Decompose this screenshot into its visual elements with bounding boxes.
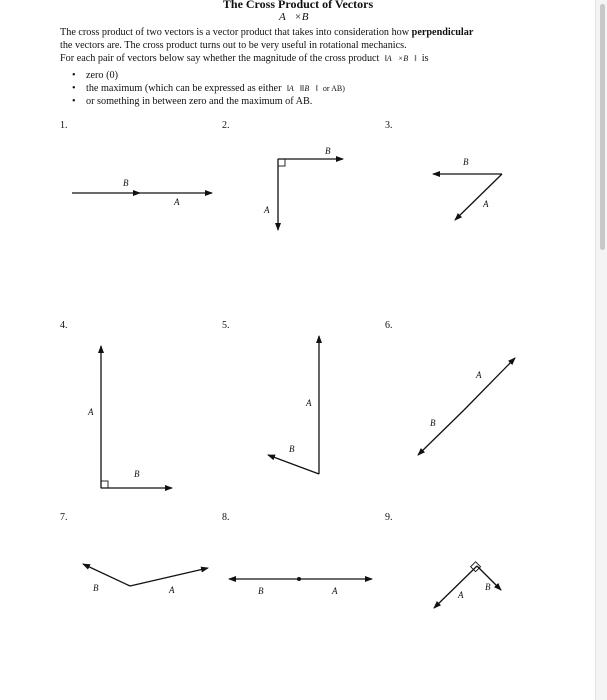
intro-line2: the vectors are. The cross product turns out to be very useful in rotational mechanics. [60,40,407,51]
vector-label-b: B⃗ [463,157,476,167]
vector-label-b: B⃗ [258,586,271,596]
problem-number: 1. [60,120,68,131]
vector-label-a: A⃗ [264,205,277,215]
problem-number: 7. [60,512,68,523]
vector-label-b: B⃗ [430,418,443,428]
vector-label-a: A⃗ [332,586,345,596]
vector-label-b: B⃗ [289,444,302,454]
problem-number: 3. [385,120,393,131]
scrollbar-thumb[interactable] [600,4,605,250]
intro-line3: For each pair of vectors below say whether the magnitude of the cross product [60,53,380,64]
vector-label-b: B⃗ [325,146,338,156]
vector-label-b: B⃗ [485,582,498,592]
vector-label-a: A⃗ [458,590,471,600]
page-title: The Cross Product of Vectors [222,0,374,11]
vector-label-a: A⃗ [88,407,101,417]
diagram-2 [278,159,343,230]
cross-product-formula: ‖A⃗×B⃗‖ [384,54,417,63]
bullet-zero: • zero (0) [64,69,345,82]
intro-line1: The cross product of two vectors is a vector product that takes into consideration how [60,27,412,38]
vector-label-b: B⃗ [93,583,106,593]
intro-line3-end: is [421,53,429,64]
vector-label-a: A⃗ [476,370,489,380]
problem-number: 9. [385,512,393,523]
problem-number: 6. [385,320,393,331]
vector-label-a: A⃗ [306,398,319,408]
problem-number: 2. [222,120,230,131]
magnitude-formula: ‖A⃗‖‖B⃗‖ [286,84,318,93]
problem-number: 4. [60,320,68,331]
bullet-between: • or something in between zero and the maximum of AB. [64,95,345,108]
vector-label-a: A⃗ [169,585,182,595]
page-subtitle: A⃗×B⃗ [279,11,317,23]
diagram-3 [433,174,502,220]
vertical-scrollbar[interactable] [595,0,607,700]
intro-bold-word: perpendicular [411,27,474,38]
diagram-8 [229,577,372,581]
vector-label-b: B⃗ [134,469,147,479]
bullet-maximum-end: or AB) [322,84,345,93]
diagram-6 [418,358,515,455]
diagram-4 [101,346,172,488]
vector-label-a: A⃗ [174,197,187,207]
vector-label-a: A⃗ [483,199,496,209]
problem-number: 8. [222,512,230,523]
problem-number: 5. [222,320,230,331]
vector-label-b: B⃗ [123,178,136,188]
bullet-maximum-text: the maximum (which can be expressed as either [86,83,282,94]
